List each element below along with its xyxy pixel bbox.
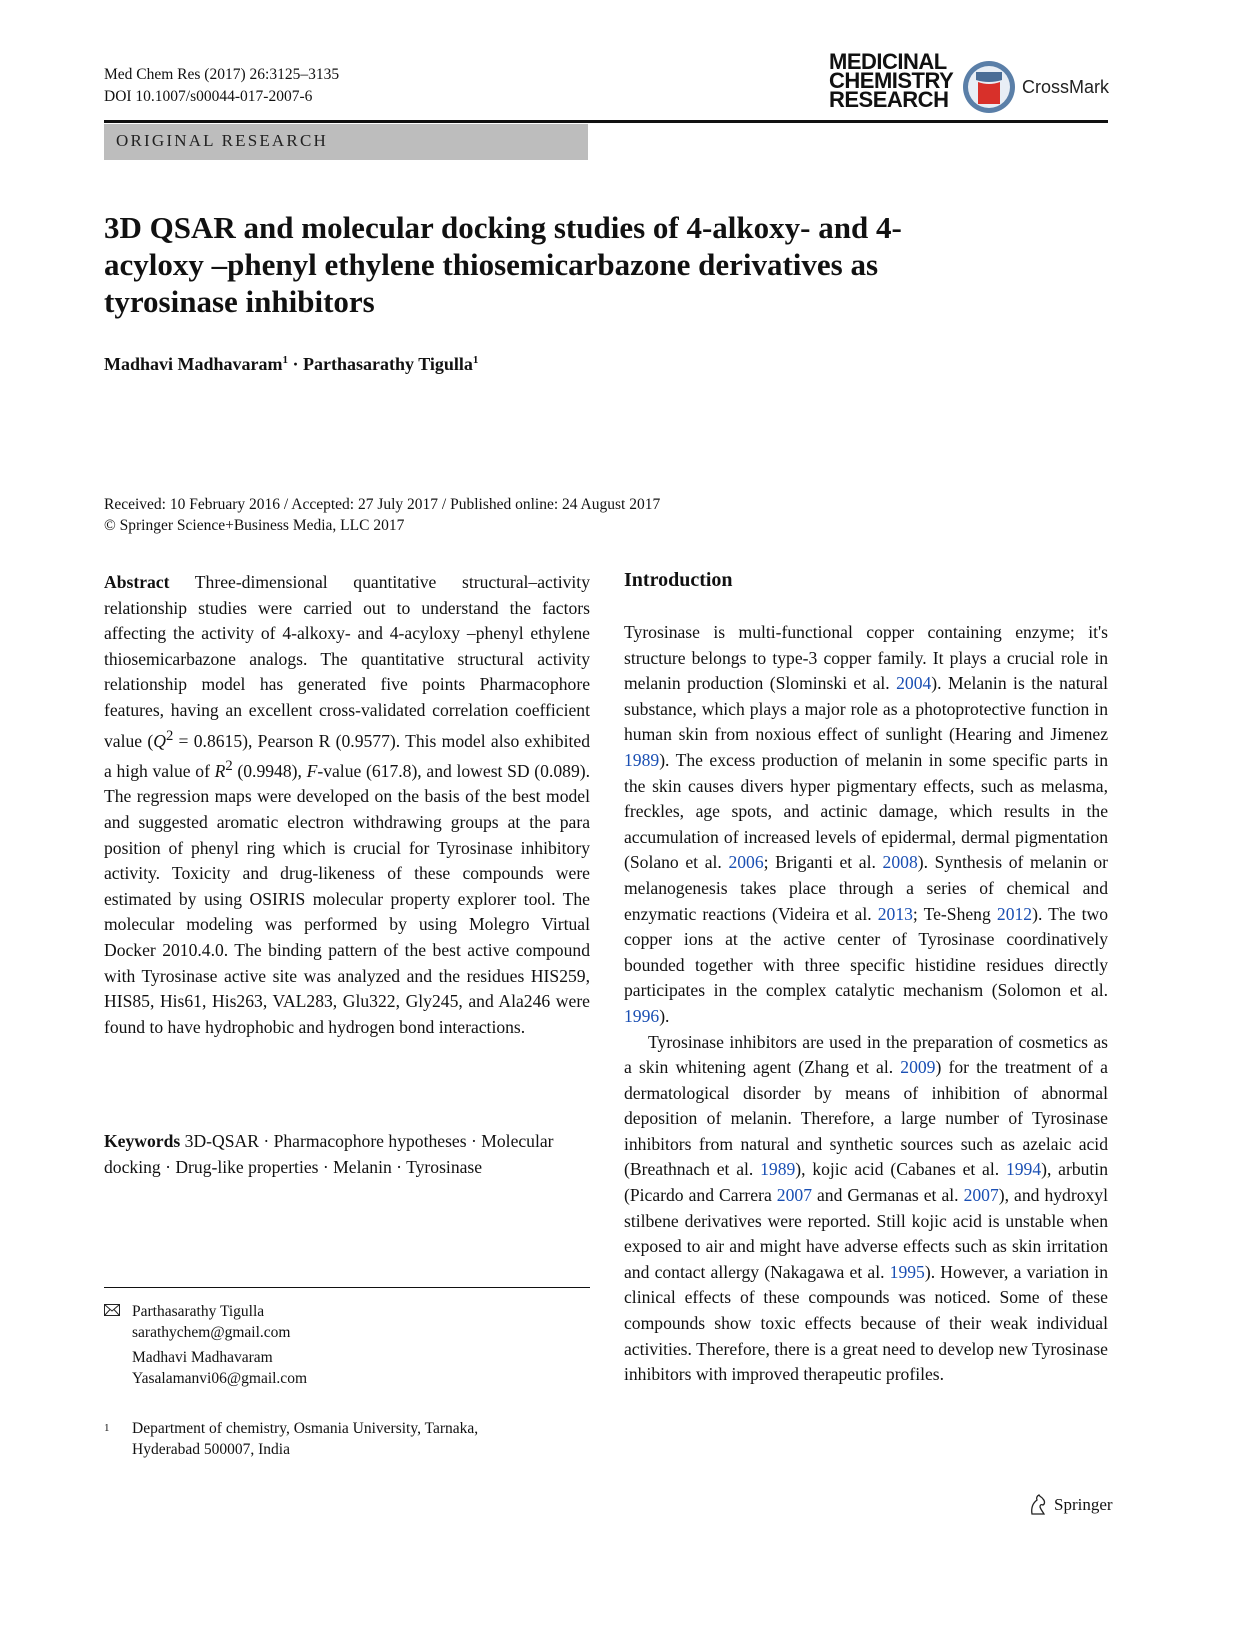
envelope-icon <box>104 1302 132 1343</box>
article-title: 3D QSAR and molecular docking studies of 4-alkoxy- and 4-acyloxy –phenyl ethylene thiosemicarbazone derivatives as tyrosinase inhibitors <box>104 210 902 319</box>
author-list: Madhavi Madhavaram$^1$ · Parthasarathy Tigulla$^1$ <box>104 354 479 374</box>
abstract: Abstract Three-dimensional quantitative structural–activity relationship studies were carried out to understand the factors affecting the activity of 4-alkoxy- and 4-acyloxy –phenyl ethylene thiosemicarbazone analogs. The quantitative structural activity relationship model has generated five points Pharmacophore features, having an excellent cross-validated correlation coefficient value $(Q^2 = 0.8615)$, Pearson R (0.9577). This model also exhibited a high value of $R^2$ (0.9948), F-value (617.8), and lowest SD (0.089). The regression maps were developed on the basis of the best model and suggested aromatic electron withdrawing groups at the para position of phenyl ring which is crucial for Tyrosinase inhibitory activity. Toxicity and drug-likeness of these compounds were estimated by using OSIRIS molecular property explorer tool. The molecular modeling was performed by using Molegro Virtual Docker 2010.4.0. The binding pattern of the best active compound with Tyrosinase active site was analyzed and the residues HIS259, HIS85, His61, His263, VAL283, Glu322, Gly245, and Ala246 were found to have hydrophobic and hydrogen bond interactions. <box>104 572 591 1037</box>
springer-horse-icon <box>1028 1494 1048 1516</box>
citation-link[interactable]: 2004 <box>896 673 932 694</box>
citation-link[interactable]: 1994 <box>1005 1159 1042 1180</box>
citation-link[interactable]: 2006 <box>728 852 764 873</box>
author-name[interactable]: Parthasarathy Tigulla <box>303 354 473 374</box>
crossmark-label[interactable]: CrossMark <box>1022 77 1110 97</box>
copyright: © Springer Science+Business Media, LLC 2017 <box>104 517 405 534</box>
abstract-label: Abstract <box>104 572 170 592</box>
citation-link[interactable]: 1995 <box>889 1261 925 1282</box>
affiliation: 1 Department of chemistry, Osmania University, Tarnaka, Hyderabad 500007, India <box>104 1420 479 1458</box>
citation-link[interactable]: 1996 <box>624 1005 660 1026</box>
publisher-footer <box>1028 1494 1113 1516</box>
email-link[interactable]: sarathychem@gmail.com <box>132 1323 291 1341</box>
citation-link[interactable]: 2007 <box>963 1185 999 1206</box>
citation-link[interactable]: 2008 <box>882 852 918 873</box>
intro-paragraph-2: Tyrosinase inhibitors are used in the preparation of cosmetics as a skin whitening agent (Zhang et al. 2009) for the treatment of a dermatological disorder by means of inhibition of abnormal deposition of melanin. Therefore, a large number of Tyrosinase inhibitors from natural and synthetic sources such as azelaic acid (Breathnach et al. 1989), kojic acid (Cabanes et al. 1994), arbutin (Picardo and Carrera 2007 and Germanas et al. 2007), and hydroxyl stilbene derivatives were reported. Still kojic acid is unstable when exposed to air and might have adverse effects such as skin irritation and contact allergy (Nakagawa et al. 1995). However, a variation in clinical effects of these compounds was noticed. Some of these compounds show toxic effects because of their weak individual activities. Therefore, there is a great need to develop new Tyrosinase inhibitors with improved therapeutic profiles. <box>624 1031 1108 1385</box>
journal-meta <box>104 64 339 108</box>
journal-logo: MEDICINAL CHEMISTRY RESEARCH <box>829 49 954 112</box>
footnote-rule <box>104 1287 590 1288</box>
header-rule <box>104 120 1108 123</box>
journal-citation: Med Chem Res (2017) 26:3125–3135 <box>104 66 340 83</box>
corresponding-contacts: Parthasarathy Tigulla sarathychem@gmail.com Madhavi Madhavaram Yasalamanvi06@gmail.com <box>104 1302 307 1389</box>
introduction-body <box>624 620 1108 1388</box>
citation-link[interactable]: 2012 <box>996 903 1033 924</box>
introduction-heading: Introduction <box>624 569 733 591</box>
keywords-label: Keywords <box>104 1131 181 1151</box>
citation-link[interactable]: 2009 <box>900 1057 936 1078</box>
publication-dates: Received: 10 February 2016 / Accepted: 27 July 2017 / Published online: 24 August 2017 © Springer Science+Business Media, LLC 2017 <box>104 496 661 534</box>
citation-link[interactable]: 1989 <box>760 1159 796 1180</box>
intro-paragraph-1: Tyrosinase is multi-functional copper containing enzyme; it's structure belongs to type-3 copper family. It plays a crucial role in melanin production (Slominski et al. 2004). Melanin is the natural substance, which plays a major role as a photoprotective function in human skin from noxious effect of sunlight (Hearing and Jimenez 1989). The excess production of melanin in some specific parts in the skin causes divers hyper pigmentary effects, such as melasma, freckles, age spots, and actinic damage, which results in the accumulation of increased levels of epidermal, dermal pigmentation (Solano et al. 2006; Briganti et al. 2008). Synthesis of melanin or melanogenesis takes place through a series of chemical and enzymatic reactions (Videira et al. 2013; Te-Sheng 2012). The two copper ions at the active center of Tyrosinase coordinatively bounded together with three specific histidine residues directly participates in the complex catalytic mechanism (Solomon et al. 1996). <box>624 622 1109 1026</box>
keywords: Keywords 3D-QSAR · Pharmacophore hypotheses · Molecular docking · Drug-like properties · Melanin · Tyrosinase <box>104 1131 554 1177</box>
publisher-name: Springer <box>1054 1495 1113 1514</box>
doi[interactable]: DOI 10.1007/s00044-017-2007-6 <box>104 88 313 105</box>
author-name[interactable]: Madhavi Madhavaram <box>104 354 283 374</box>
crossmark-icon[interactable] <box>962 60 1016 114</box>
citation-link[interactable]: 2013 <box>877 903 913 924</box>
article-type-bar: ORIGINAL RESEARCH <box>104 124 588 160</box>
citation-link[interactable]: 1989 <box>624 749 660 770</box>
citation-link[interactable]: 2007 <box>776 1185 812 1206</box>
email-link[interactable]: Yasalamanvi06@gmail.com <box>132 1369 307 1387</box>
